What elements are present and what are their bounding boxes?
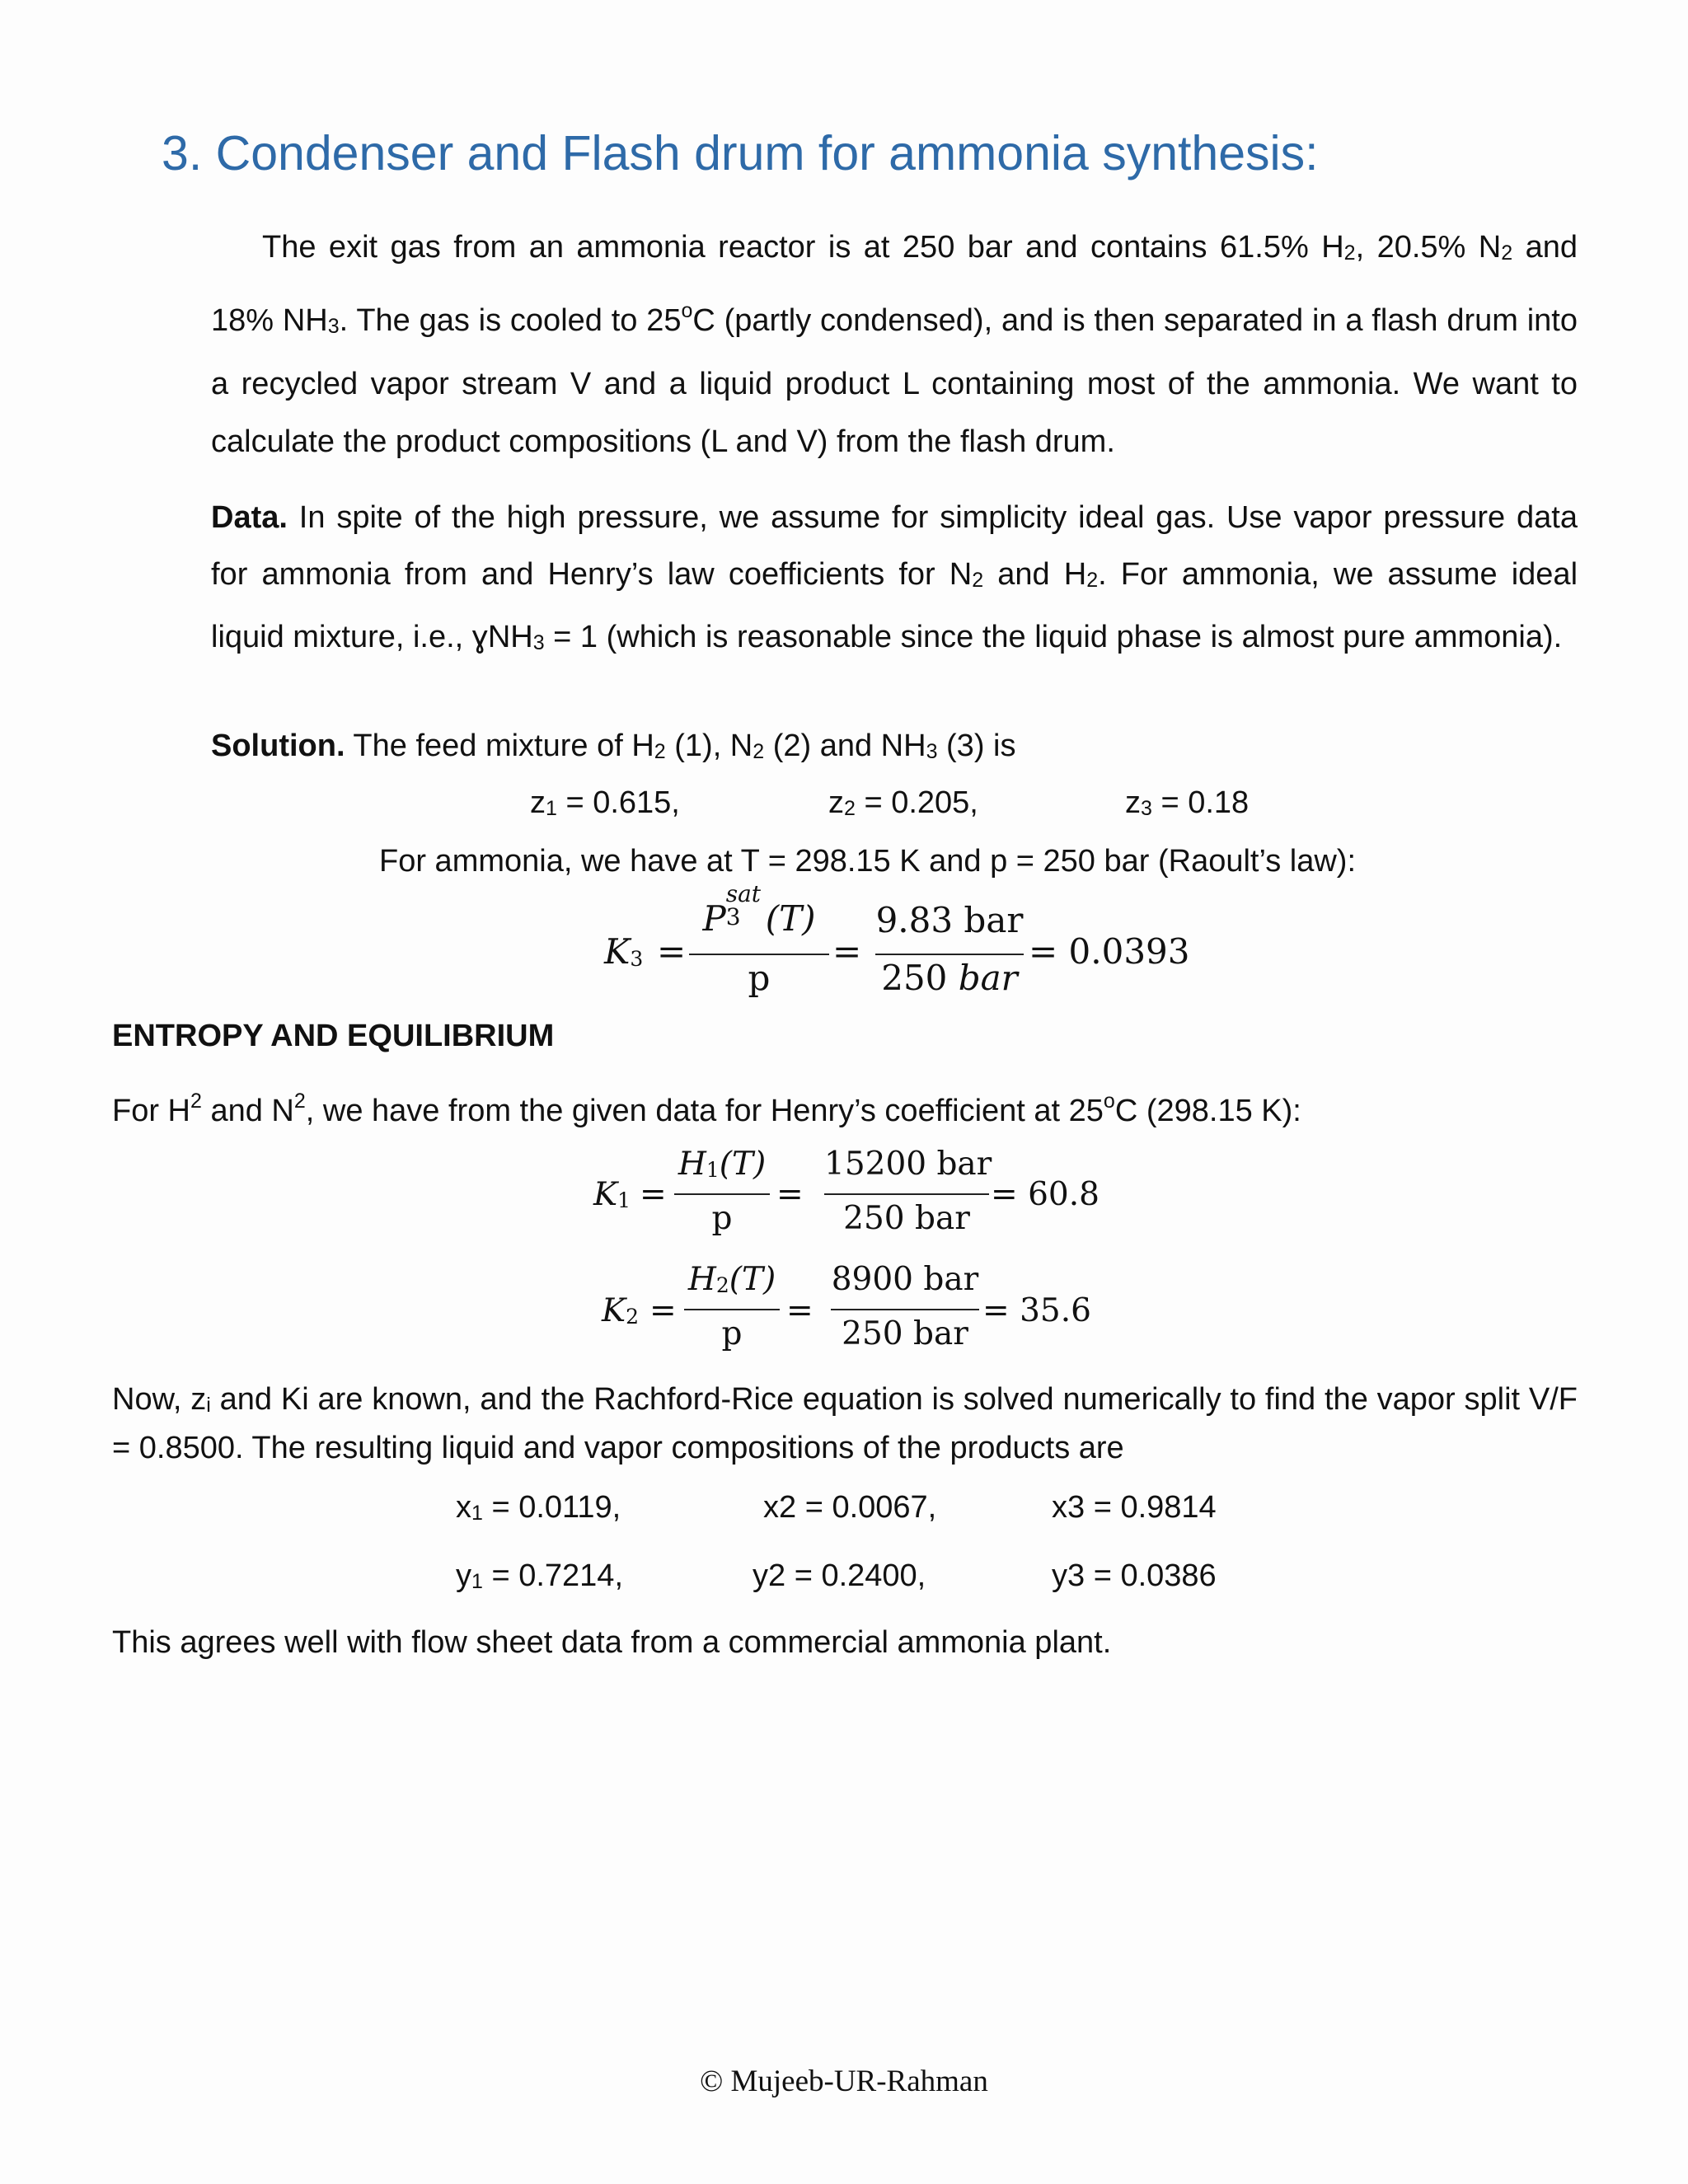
liquid-x3: x3 = 0.9814 — [1052, 1490, 1217, 1525]
feed-z1: z1 = 0.615, — [530, 785, 680, 820]
k3-denominator: p — [748, 958, 771, 998]
k2-equals: = — [649, 1292, 677, 1329]
k1-denominator: p — [711, 1200, 733, 1237]
k2-numerator: H2(T) — [687, 1261, 776, 1298]
solution-label: Solution. — [211, 729, 345, 763]
k2-denominator: p — [721, 1315, 743, 1352]
k1-fraction-bar-1 — [674, 1193, 770, 1195]
solution-line: Solution. The feed mixture of H2 (1), N2 (2) and NH3 (3) is — [211, 729, 1016, 763]
section-title: 3. Condenser and Flash drum for ammonia synthesis: — [162, 126, 1319, 180]
k2-equals-2: = — [786, 1292, 814, 1329]
feed-z2: z2 = 0.205, — [828, 785, 978, 820]
k2-result: = 35.6 — [982, 1292, 1091, 1329]
data-label: Data. — [211, 500, 288, 535]
rachford-rice-paragraph: Now, zi and Ki are known, and the Rachford-Rice equation is solved numerically to find the vapor split V/F = 0.8500. The resulting liquid and vapor compositions of the products are — [112, 1382, 1578, 1465]
k3-numerator: P sat 3 (T) — [702, 880, 816, 939]
henry-line: For $H^2$ and $N^2$, we have from the given data for Henry’s coefficient at 25$^o$C (298.15 K): — [112, 1090, 1301, 1128]
data-paragraph: Data. In spite of the high pressure, we assume for simplicity ideal gas. Use vapor pressure data for ammonia from and Henry’s law coefficients for N2 and H2. For ammonia, we assume ideal liquid mixture, i.e., ɣNH3 = 1 (which is reasonable since the liquid phase is almost pure ammonia). — [211, 500, 1578, 654]
k3-value-denominator: 250 bar — [881, 958, 1018, 998]
k1-result: = 60.8 — [991, 1176, 1100, 1213]
vapor-y2: y2 = 0.2400, — [753, 1558, 926, 1593]
k3-fraction-bar-2 — [875, 954, 1024, 955]
liquid-x2: x2 = 0.0067, — [763, 1490, 937, 1525]
k1-equals: = — [640, 1176, 667, 1213]
k3-result: = 0.0393 — [1029, 931, 1190, 972]
entropy-heading: ENTROPY AND EQUILIBRIUM — [112, 1019, 555, 1053]
k2-fraction-bar-2 — [831, 1309, 979, 1310]
k1-equals-2: = — [776, 1176, 804, 1213]
k1-lhs: K1 — [593, 1176, 631, 1213]
intro-paragraph: The exit gas from an ammonia reactor is at 250 bar and contains 61.5% H2, 20.5% N2 and 18% NH3. The gas is cooled to 25$^o$C (partly condensed), and is then separated in a flash drum into a recycled vapor stream V and a liquid product L containing most of the ammonia. We want to calculate the product compositions (L and V) from the flash drum. — [211, 230, 1578, 459]
k1-value-numerator: 15200 bar — [824, 1146, 992, 1183]
k3-value-numerator: 9.83 bar — [875, 900, 1024, 940]
k3-equals: = — [657, 931, 687, 972]
liquid-x1: x1 = 0.0119, — [456, 1490, 621, 1525]
vapor-y1: y1 = 0.7214, — [456, 1558, 623, 1593]
k2-fraction-bar-1 — [684, 1309, 780, 1310]
k3-lhs: K3 — [604, 931, 644, 972]
vapor-y3: y3 = 0.0386 — [1052, 1558, 1217, 1593]
k2-lhs: K2 — [602, 1292, 640, 1329]
k3-fraction-bar-1 — [689, 954, 829, 955]
feed-z3: z3 = 0.18 — [1125, 785, 1250, 820]
k2-value-denominator: 250 bar — [842, 1315, 968, 1352]
k1-value-denominator: 250 bar — [843, 1200, 970, 1237]
conclusion-line: This agrees well with flow sheet data from a commercial ammonia plant. — [112, 1625, 1112, 1660]
k1-numerator: H1(T) — [678, 1146, 767, 1183]
ammonia-raoult-line: For ammonia, we have at T = 298.15 K and p = 250 bar (Raoult’s law): — [379, 844, 1357, 879]
k2-value-numerator: 8900 bar — [831, 1261, 979, 1298]
k1-fraction-bar-2 — [824, 1193, 989, 1195]
k3-equals-2: = — [832, 931, 862, 972]
copyright-footer: © Mujeeb-UR-Rahman — [700, 2064, 988, 2098]
